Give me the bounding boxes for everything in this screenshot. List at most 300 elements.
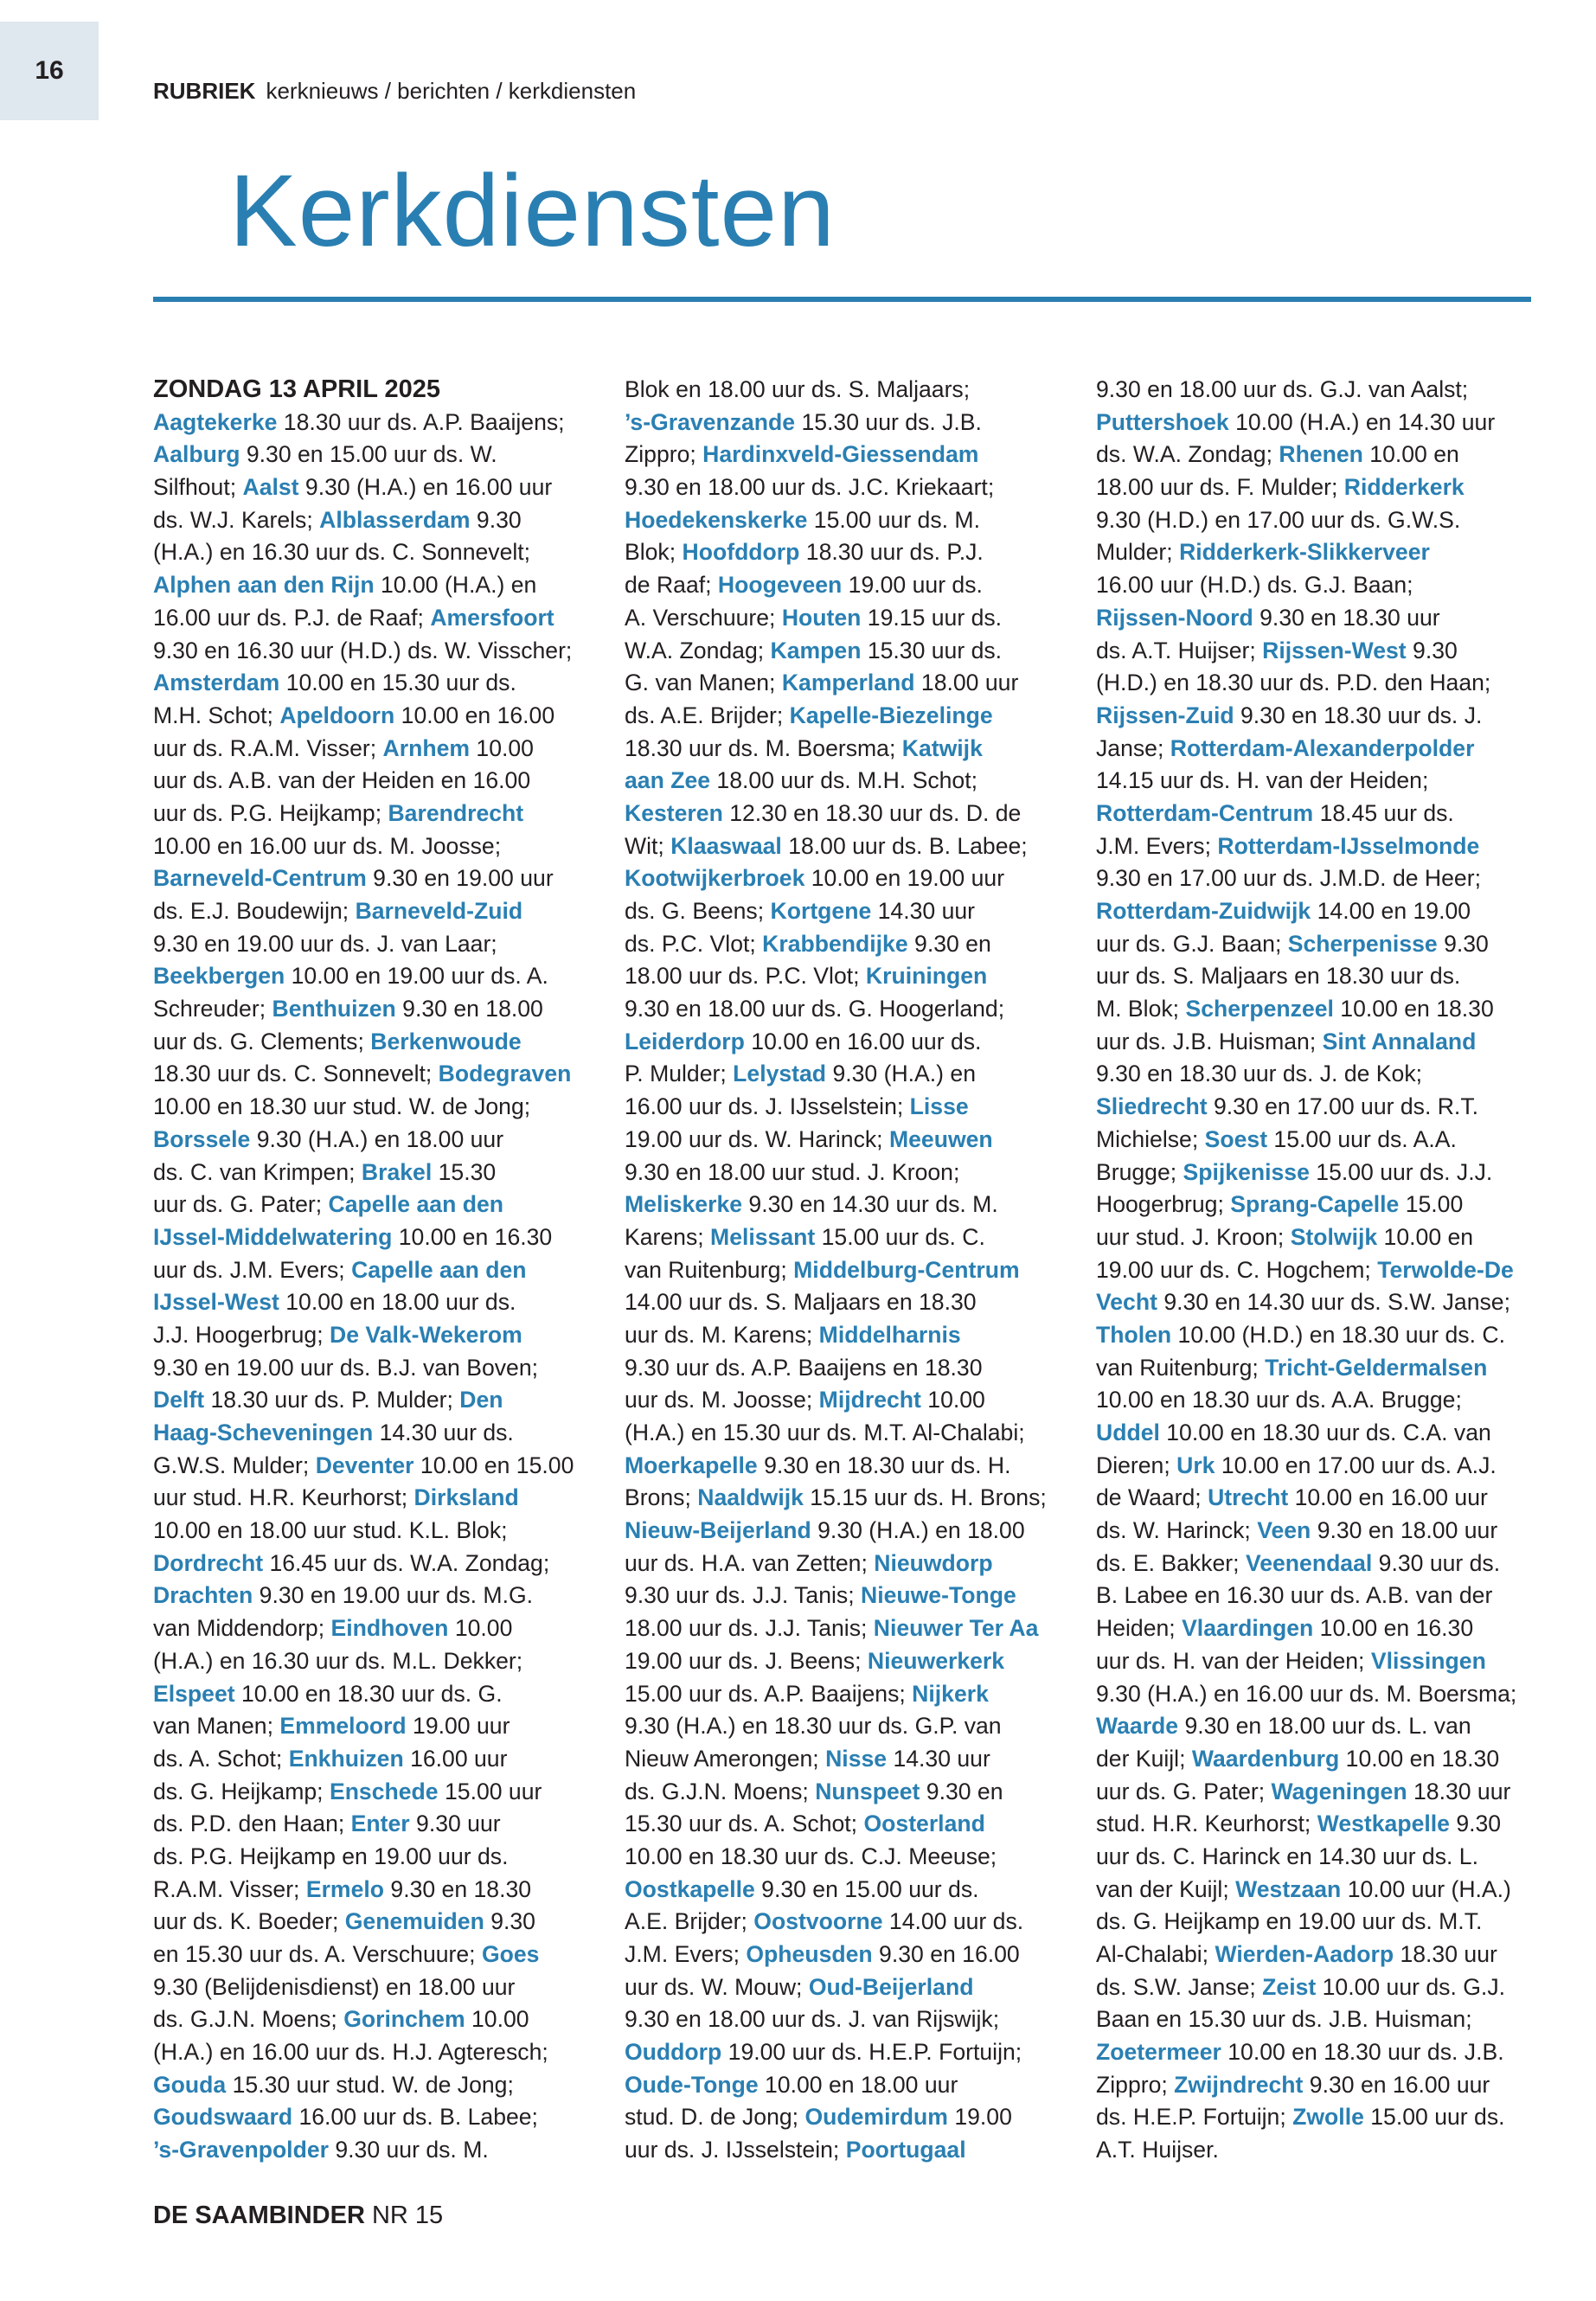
service-details: 9.30 en 18.30 bbox=[384, 1875, 532, 1902]
service-details: Dieren; bbox=[1096, 1452, 1177, 1478]
service-line bbox=[1096, 1743, 1546, 1776]
date-heading-text: ZONDAG 13 APRIL 2025 bbox=[153, 375, 440, 403]
service-line bbox=[153, 1319, 603, 1352]
service-details: 9.30 en 18.00 uur ds. L. van bbox=[1178, 1713, 1471, 1740]
service-line bbox=[625, 960, 1074, 993]
service-details: uur ds. J.B. Huisman; bbox=[1096, 1028, 1323, 1054]
service-details: 18.00 uur ds. B. Labee; bbox=[781, 832, 1028, 859]
place-name: Aalst bbox=[242, 474, 299, 501]
service-details: Blok; bbox=[625, 539, 683, 566]
place-name: Apeldoorn bbox=[279, 702, 395, 728]
place-name: Goudswaard bbox=[153, 2104, 293, 2131]
service-line bbox=[625, 928, 1074, 961]
service-line bbox=[625, 1580, 1074, 1612]
service-line bbox=[1096, 2101, 1546, 2134]
publication-name: DE SAAMBINDER bbox=[153, 2202, 365, 2229]
service-details: Mulder; bbox=[1096, 539, 1180, 566]
service-line bbox=[1096, 928, 1546, 961]
place-name: Rijssen-Zuid bbox=[1096, 702, 1234, 728]
service-line bbox=[153, 1645, 603, 1678]
place-name: Leiderdorp bbox=[625, 1028, 745, 1054]
place-name: Nieuwdorp bbox=[874, 1549, 993, 1576]
place-name: Katwijk bbox=[901, 734, 983, 761]
service-details: uur ds. G. Pater; bbox=[153, 1191, 329, 1218]
service-line bbox=[153, 895, 603, 928]
service-line bbox=[1096, 1906, 1546, 1939]
place-name: Lelystad bbox=[733, 1061, 827, 1087]
service-details: 10.00 en 18.30 uur ds. G. bbox=[234, 1680, 503, 1707]
service-line bbox=[1096, 700, 1546, 733]
service-details: ds. G. Heijkamp en 19.00 uur ds. M.T. bbox=[1096, 1908, 1483, 1935]
issue-number: NR 15 bbox=[371, 2202, 444, 2229]
service-details: 15.00 uur ds. M. bbox=[807, 506, 980, 533]
service-details: ds. S.W. Janse; bbox=[1096, 1973, 1263, 2000]
service-details: 18.30 uur ds. P.J. bbox=[799, 539, 984, 566]
place-name: Oudemirdum bbox=[804, 2104, 948, 2131]
service-details: 9.30 en 18.00 bbox=[395, 996, 543, 1022]
place-name: Goes bbox=[481, 1941, 540, 1967]
service-details: Heiden; bbox=[1096, 1615, 1183, 1642]
service-details: M.H. Schot; bbox=[153, 702, 280, 728]
service-line bbox=[153, 928, 603, 961]
service-line bbox=[625, 1450, 1074, 1483]
service-details: 9.30 en 15.00 uur ds. bbox=[754, 1875, 979, 1902]
service-details: 18.30 uur ds. P. Mulder; bbox=[204, 1387, 460, 1413]
place-name: De Valk-Wekerom bbox=[330, 1321, 522, 1348]
service-details: 15.00 bbox=[1399, 1191, 1464, 1218]
service-details: 9.30 en 18.00 uur ds. G.J. van Aalst; bbox=[1096, 376, 1469, 402]
service-details: Zippro; bbox=[625, 441, 703, 468]
service-line bbox=[1096, 1254, 1546, 1287]
place-name: Den bbox=[459, 1387, 503, 1413]
service-details: 16.00 uur ds. B. Labee; bbox=[292, 2104, 538, 2131]
service-details: Zippro; bbox=[1096, 2071, 1175, 2098]
service-details: 9.30 (H.A.) en 16.00 uur ds. M. Boersma; bbox=[1096, 1680, 1517, 1707]
service-details: ds. G.J.N. Moens; bbox=[153, 2006, 344, 2033]
service-line bbox=[1096, 1710, 1546, 1743]
place-name: Ouddorp bbox=[625, 2039, 722, 2066]
service-line bbox=[153, 1058, 603, 1091]
place-name: Oud-Beijerland bbox=[808, 1973, 974, 2000]
place-name: Scherpenzeel bbox=[1185, 996, 1334, 1022]
service-details: 19.00 bbox=[947, 2104, 1012, 2131]
service-details: ds. E. Bakker; bbox=[1096, 1549, 1246, 1576]
service-line bbox=[1096, 1286, 1546, 1319]
service-details: Al-Chalabi; bbox=[1096, 1941, 1215, 1967]
place-name: IJssel-Middelwatering bbox=[153, 1223, 393, 1250]
place-name: Eindhoven bbox=[330, 1615, 449, 1642]
service-details: 10.00 en 19.00 uur bbox=[804, 865, 1005, 892]
service-line bbox=[1096, 1417, 1546, 1450]
service-line bbox=[625, 1710, 1074, 1743]
service-details: van Ruitenburg; bbox=[1096, 1354, 1266, 1381]
service-line bbox=[625, 765, 1074, 798]
service-line bbox=[153, 1450, 603, 1483]
place-name: Nieuw-Beijerland bbox=[625, 1517, 811, 1544]
place-name: Bodegraven bbox=[438, 1061, 572, 1087]
place-name: Emmeloord bbox=[279, 1713, 407, 1740]
service-details: 10.00 en 16.30 bbox=[1313, 1615, 1474, 1642]
place-name: ’s-Gravenpolder bbox=[153, 2137, 329, 2163]
service-details: uur ds. J.M. Evers; bbox=[153, 1256, 352, 1283]
service-line bbox=[625, 1776, 1074, 1809]
service-details: (H.A.) en 15.30 uur ds. M.T. Al-Chalabi; bbox=[625, 1420, 1025, 1445]
rubric-label: RUBRIEK bbox=[153, 78, 256, 104]
page-title: Kerkdiensten bbox=[229, 154, 836, 268]
place-name: Nijkerk bbox=[912, 1680, 989, 1707]
service-details: 10.00 bbox=[465, 2006, 529, 2033]
service-line bbox=[625, 1841, 1074, 1874]
service-details: P. Mulder; bbox=[625, 1061, 734, 1087]
service-details: 10.00 en 18.30 uur ds. C.J. Meeuse; bbox=[625, 1843, 997, 1869]
service-details: 19.00 uur ds. C. Hogchem; bbox=[1096, 1256, 1378, 1283]
place-name: Houten bbox=[781, 604, 862, 631]
service-details: uur ds. C. Harinck en 14.30 uur ds. L. bbox=[1096, 1843, 1478, 1869]
service-details: W.A. Zondag; bbox=[625, 637, 771, 663]
place-name: Arnhem bbox=[382, 734, 471, 761]
service-line bbox=[153, 1384, 603, 1417]
service-details: uur ds. S. Maljaars en 18.30 uur ds. bbox=[1096, 963, 1461, 990]
service-details: 10.00 uur (H.A.) bbox=[1341, 1875, 1511, 1902]
service-details: Wit; bbox=[625, 832, 671, 859]
service-line bbox=[625, 1417, 1074, 1450]
service-line bbox=[153, 439, 603, 471]
service-details: de Waard; bbox=[1096, 1484, 1208, 1511]
service-details: 10.00 en 16.00 uur ds. bbox=[744, 1028, 982, 1054]
service-line bbox=[1096, 536, 1546, 569]
service-details: 14.15 uur ds. H. van der Heiden; bbox=[1096, 767, 1429, 794]
place-name: Rotterdam-IJsselmonde bbox=[1217, 832, 1480, 859]
service-line bbox=[153, 2069, 603, 2102]
service-line bbox=[625, 1058, 1074, 1091]
service-line bbox=[625, 407, 1074, 439]
service-details: Brugge; bbox=[1096, 1158, 1183, 1185]
service-column-2 bbox=[625, 374, 1074, 2167]
place-name: Benthuizen bbox=[272, 996, 396, 1022]
place-name: Aagtekerke bbox=[153, 408, 278, 435]
service-line bbox=[1096, 1058, 1546, 1091]
service-details: 9.30 uur ds. bbox=[1372, 1549, 1501, 1576]
service-details: 10.00 en 16.30 bbox=[392, 1223, 553, 1250]
service-line bbox=[1096, 765, 1546, 798]
service-line bbox=[1096, 1808, 1546, 1841]
service-details: Hoogerbrug; bbox=[1096, 1191, 1231, 1218]
service-details: van Manen; bbox=[153, 1713, 280, 1740]
service-details: 9.30 (H.A.) en 18.00 bbox=[811, 1517, 1025, 1544]
service-line bbox=[153, 1580, 603, 1612]
service-details: uur ds. G. Clements; bbox=[153, 1028, 371, 1054]
place-name: Amsterdam bbox=[153, 670, 280, 696]
service-details: uur ds. K. Boeder; bbox=[153, 1908, 345, 1935]
service-line bbox=[1096, 1124, 1546, 1157]
service-details: 9.30 (H.A.) en 16.00 uur bbox=[298, 474, 553, 501]
service-line bbox=[1096, 1971, 1546, 2004]
service-details: uur ds. W. Mouw; bbox=[625, 1973, 809, 2000]
place-name: Sliedrecht bbox=[1096, 1093, 1208, 1120]
place-name: Westzaan bbox=[1235, 1875, 1342, 1902]
place-name: Drachten bbox=[153, 1582, 253, 1609]
service-line bbox=[153, 1612, 603, 1645]
service-details: 19.00 uur ds. H.E.P. Fortuijn; bbox=[721, 2039, 1022, 2066]
place-name: Capelle aan den bbox=[351, 1256, 527, 1283]
service-line bbox=[625, 569, 1074, 602]
place-name: Hoofddorp bbox=[682, 539, 800, 566]
place-name: Vlissingen bbox=[1370, 1647, 1486, 1674]
service-details: 15.30 uur ds. bbox=[861, 637, 1003, 663]
service-line bbox=[625, 1808, 1074, 1841]
service-details: 10.00 en 15.30 uur ds. bbox=[279, 670, 516, 696]
service-line bbox=[625, 504, 1074, 537]
service-line bbox=[153, 1939, 603, 1971]
service-details: 10.00 en 16.00 uur ds. M. Joosse; bbox=[153, 832, 502, 859]
service-details: 16.00 uur bbox=[403, 1745, 508, 1772]
service-details: uur stud. H.R. Keurhorst; bbox=[153, 1484, 414, 1511]
service-details: 18.45 uur ds. bbox=[1313, 799, 1454, 826]
service-details: 9.30 en 18.30 uur ds. J. de Kok; bbox=[1096, 1061, 1423, 1087]
service-details: 15.30 bbox=[432, 1158, 497, 1185]
place-name: Kapelle-Biezelinge bbox=[789, 702, 993, 728]
place-name: Kruiningen bbox=[865, 963, 988, 990]
place-name: Moerkapelle bbox=[625, 1452, 758, 1478]
service-line bbox=[625, 1548, 1074, 1580]
place-name: Kortgene bbox=[770, 898, 872, 924]
service-column-3 bbox=[1096, 374, 1546, 2167]
service-details: 19.00 uur ds. J. Beens; bbox=[625, 1647, 868, 1674]
service-details: 14.30 uur ds. bbox=[373, 1420, 514, 1445]
place-name: Mijdrecht bbox=[818, 1387, 921, 1413]
service-details: ds. H.E.P. Fortuijn; bbox=[1096, 2104, 1293, 2131]
place-name: Rotterdam-Centrum bbox=[1096, 799, 1314, 826]
rubric-path: kerknieuws / berichten / kerkdiensten bbox=[266, 78, 637, 104]
service-line bbox=[153, 536, 603, 569]
service-details: Brons; bbox=[625, 1484, 698, 1511]
service-line bbox=[1096, 2003, 1546, 2036]
service-details: 9.30 en 19.00 uur ds. J. van Laar; bbox=[153, 930, 497, 957]
service-details: 15.15 uur ds. H. Brons; bbox=[803, 1484, 1047, 1511]
service-line bbox=[625, 1874, 1074, 1907]
service-line bbox=[1096, 895, 1546, 928]
service-line bbox=[625, 1157, 1074, 1189]
service-line bbox=[1096, 1874, 1546, 1907]
service-line bbox=[1096, 504, 1546, 537]
service-line bbox=[1096, 569, 1546, 602]
place-name: Vecht bbox=[1096, 1289, 1157, 1316]
service-details: A. Verschuure; bbox=[625, 604, 782, 631]
service-line bbox=[153, 830, 603, 863]
service-line bbox=[153, 1286, 603, 1319]
service-details: 15.00 uur ds. J.J. bbox=[1309, 1158, 1493, 1185]
place-name: Terwolde-De bbox=[1377, 1256, 1514, 1283]
service-details: ds. G.J.N. Moens; bbox=[625, 1778, 816, 1804]
service-line bbox=[153, 1091, 603, 1124]
service-line bbox=[625, 536, 1074, 569]
service-details: en 15.30 uur ds. A. Verschuure; bbox=[153, 1941, 482, 1967]
service-details: 9.30 en 17.00 uur ds. R.T. bbox=[1207, 1093, 1479, 1120]
service-details: A.E. Brijder; bbox=[625, 1908, 754, 1935]
service-details: 9.30 bbox=[470, 506, 522, 533]
service-line bbox=[153, 1906, 603, 1939]
service-line bbox=[625, 2134, 1074, 2167]
place-name: Nieuwe-Tonge bbox=[860, 1582, 1016, 1609]
place-name: Ermelo bbox=[305, 1875, 385, 1902]
service-line bbox=[153, 1743, 603, 1776]
service-details: 9.30 en 16.00 bbox=[872, 1941, 1020, 1967]
place-name: Kootwijkerbroek bbox=[625, 865, 805, 892]
service-details: 12.30 en 18.30 uur ds. D. de bbox=[722, 799, 1022, 826]
service-details: 10.00 en 18.00 uur stud. K.L. Blok; bbox=[153, 1517, 508, 1544]
service-details: M. Blok; bbox=[1096, 996, 1186, 1022]
service-details: 10.00 en bbox=[1377, 1223, 1474, 1250]
place-name: Barendrecht bbox=[388, 799, 524, 826]
service-details: uur stud. J. Kroon; bbox=[1096, 1223, 1291, 1250]
place-name: Hoogeveen bbox=[717, 572, 843, 599]
service-details: Karens; bbox=[625, 1223, 711, 1250]
service-line bbox=[1096, 1939, 1546, 1971]
service-line bbox=[1096, 602, 1546, 635]
place-name: Berkenwoude bbox=[370, 1028, 522, 1054]
place-name: Kampen bbox=[770, 637, 862, 663]
service-details: 9.30 en 14.30 uur ds. M. bbox=[742, 1191, 998, 1218]
place-name: Genemuiden bbox=[344, 1908, 484, 1935]
service-line bbox=[1096, 1776, 1546, 1809]
service-line bbox=[153, 1254, 603, 1287]
place-name: Beekbergen bbox=[153, 963, 285, 990]
service-details: 9.30 uur ds. J.J. Tanis; bbox=[625, 1582, 861, 1609]
service-line bbox=[1096, 862, 1546, 895]
service-line bbox=[1096, 667, 1546, 700]
service-details: uur ds. H. van der Heiden; bbox=[1096, 1647, 1371, 1674]
service-details: (H.A.) en 16.00 uur ds. H.J. Agteresch; bbox=[153, 2039, 548, 2066]
service-line bbox=[153, 862, 603, 895]
service-line bbox=[1096, 1384, 1546, 1417]
service-line bbox=[625, 2003, 1074, 2036]
service-details: J.M. Evers; bbox=[625, 1941, 747, 1967]
service-line bbox=[153, 1678, 603, 1711]
section-header bbox=[153, 78, 636, 105]
place-name: Rotterdam-Alexanderpolder bbox=[1170, 734, 1475, 761]
service-details: 9.30 en 19.00 uur ds. B.J. van Boven; bbox=[153, 1354, 539, 1381]
service-details: G. van Manen; bbox=[625, 670, 782, 696]
service-details: 9.30 en 18.30 uur bbox=[1253, 604, 1440, 631]
service-line bbox=[153, 1352, 603, 1385]
place-name: Ridderkerk-Slikkerveer bbox=[1179, 539, 1430, 566]
place-name: Puttershoek bbox=[1096, 408, 1229, 435]
place-name: Nieuwer Ter Aa bbox=[873, 1615, 1039, 1642]
service-line bbox=[153, 667, 603, 700]
place-name: Zoetermeer bbox=[1096, 2039, 1221, 2066]
place-name: Enter bbox=[350, 1811, 410, 1837]
place-name: ’s-Gravenzande bbox=[625, 408, 796, 435]
service-details: 9.30 en 15.00 uur ds. W. bbox=[240, 441, 497, 468]
place-name: Rijssen-Noord bbox=[1096, 604, 1253, 631]
place-name: Hoedekenskerke bbox=[625, 506, 808, 533]
service-details: Michielse; bbox=[1096, 1125, 1205, 1152]
service-details: uur ds. A.B. van der Heiden en 16.00 bbox=[153, 767, 531, 794]
place-name: Poortugaal bbox=[845, 2137, 966, 2163]
place-name: Waardenburg bbox=[1191, 1745, 1340, 1772]
service-line bbox=[1096, 1352, 1546, 1385]
service-line bbox=[625, 1189, 1074, 1221]
service-details: 14.00 en 19.00 bbox=[1311, 898, 1471, 924]
place-name: Enkhuizen bbox=[288, 1745, 404, 1772]
place-name: Gorinchem bbox=[343, 2006, 465, 2033]
title-divider bbox=[153, 297, 1531, 302]
service-line bbox=[1096, 1612, 1546, 1645]
place-name: Barneveld-Zuid bbox=[355, 898, 523, 924]
service-line bbox=[625, 862, 1074, 895]
service-details: 10.00 en 16.00 uur bbox=[1288, 1484, 1488, 1511]
service-line bbox=[1096, 993, 1546, 1026]
place-name: Brakel bbox=[361, 1158, 433, 1185]
service-details: 15.00 uur ds. bbox=[1363, 2104, 1505, 2131]
service-line bbox=[1096, 1157, 1546, 1189]
service-details: 18.00 uur ds. M.H. Schot; bbox=[710, 767, 977, 794]
place-name: Gouda bbox=[153, 2071, 227, 2098]
service-details: 9.30 uur ds. A.P. Baaijens en 18.30 bbox=[625, 1354, 983, 1381]
service-line bbox=[625, 1384, 1074, 1417]
service-line bbox=[153, 407, 603, 439]
service-line bbox=[625, 798, 1074, 830]
place-name: Barneveld-Centrum bbox=[153, 865, 367, 892]
service-line bbox=[1096, 374, 1546, 407]
place-name: Sint Annaland bbox=[1322, 1028, 1477, 1054]
service-line bbox=[153, 1157, 603, 1189]
service-line bbox=[625, 1352, 1074, 1385]
place-name: Middelharnis bbox=[818, 1321, 961, 1348]
service-details: 16.00 uur ds. J. IJsselstein; bbox=[625, 1093, 910, 1120]
service-details: 15.30 uur ds. J.B. bbox=[795, 408, 982, 435]
service-line bbox=[153, 1874, 603, 1907]
place-name: aan Zee bbox=[625, 767, 711, 794]
place-name: Wierden-Aadorp bbox=[1215, 1941, 1394, 1967]
place-name: Hardinxveld-Giessendam bbox=[702, 441, 979, 468]
place-name: Rhenen bbox=[1279, 441, 1363, 468]
service-details: uur ds. P.G. Heijkamp; bbox=[153, 799, 388, 826]
service-line bbox=[625, 1026, 1074, 1059]
place-name: Waarde bbox=[1096, 1713, 1179, 1740]
service-details: 10.00 en 18.00 uur bbox=[758, 2071, 958, 2098]
service-line bbox=[153, 602, 603, 635]
service-details: ds. E.J. Boudewijn; bbox=[153, 898, 356, 924]
service-details: 18.00 uur ds. F. Mulder; bbox=[1096, 474, 1344, 501]
service-line bbox=[1096, 1319, 1546, 1352]
place-name: Borssele bbox=[153, 1125, 251, 1152]
service-line bbox=[625, 2036, 1074, 2069]
service-line bbox=[1096, 1450, 1546, 1483]
service-date-heading bbox=[153, 374, 603, 407]
service-details: G.W.S. Mulder; bbox=[153, 1452, 316, 1478]
service-details: 19.00 uur ds. W. Harinck; bbox=[625, 1125, 889, 1152]
place-name: Soest bbox=[1204, 1125, 1268, 1152]
place-name: Alblasserdam bbox=[319, 506, 471, 533]
service-line bbox=[153, 471, 603, 504]
service-details: 9.30 bbox=[484, 1908, 535, 1935]
service-details: 9.30 en bbox=[920, 1778, 1003, 1804]
service-details: Blok en 18.00 uur ds. S. Maljaars; bbox=[625, 376, 971, 402]
service-details: 9.30 en 19.00 uur ds. M.G. bbox=[253, 1582, 534, 1609]
service-details: 9.30 uur bbox=[409, 1811, 501, 1837]
service-column-1 bbox=[153, 374, 603, 2167]
service-details: J.M. Evers; bbox=[1096, 832, 1218, 859]
service-line bbox=[625, 1221, 1074, 1254]
service-details: 16.00 uur (H.D.) ds. G.J. Baan; bbox=[1096, 572, 1413, 599]
service-details: 14.00 uur ds. bbox=[882, 1908, 1024, 1935]
service-line bbox=[153, 2134, 603, 2167]
service-details: 18.00 uur ds. J.J. Tanis; bbox=[625, 1615, 874, 1642]
service-details: 9.30 en 18.30 uur ds. J. bbox=[1234, 702, 1483, 728]
place-name: IJssel-West bbox=[153, 1289, 279, 1316]
place-name: Oude-Tonge bbox=[625, 2071, 759, 2098]
